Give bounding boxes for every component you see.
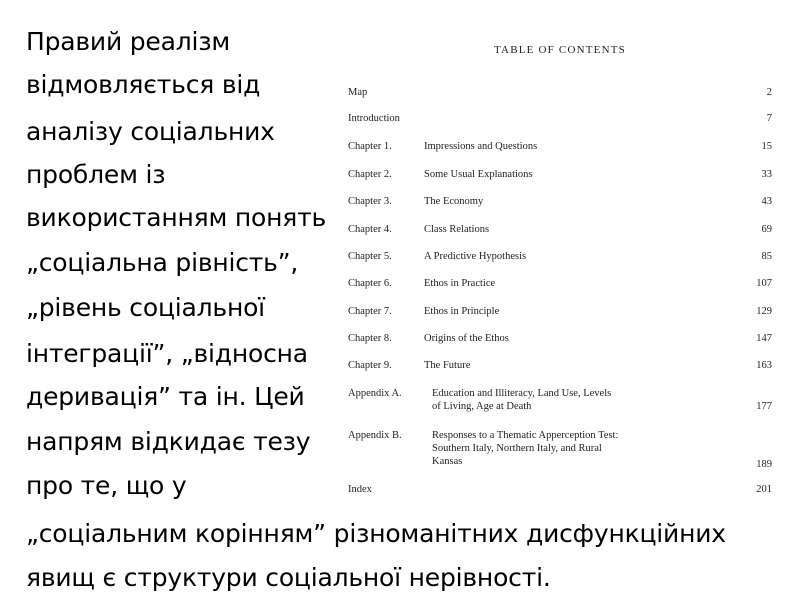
toc-entry-page: 69 xyxy=(761,224,772,235)
toc-entry-title: A Predictive Hypothesis xyxy=(424,251,527,262)
toc-entry-page: 129 xyxy=(756,306,772,317)
toc-entry-title: The Economy xyxy=(424,196,484,207)
toc-entry-title: Class Relations xyxy=(424,224,490,235)
toc-entry-page: 33 xyxy=(761,169,772,180)
toc-entry-label: Chapter 5. xyxy=(348,251,392,262)
toc-entry-label: Chapter 9. xyxy=(348,360,392,371)
toc-entry-label: Introduction xyxy=(348,113,400,124)
text-line: явищ є структури соціальної нерівності. xyxy=(26,563,551,592)
toc-entry-label: Chapter 2. xyxy=(348,169,392,180)
text-line: деривація” та ін. Цей xyxy=(26,382,305,411)
toc-entry-page: 7 xyxy=(766,113,772,124)
toc-entry-page: 2 xyxy=(766,87,772,98)
text-line: інтеграції”, „відносна xyxy=(26,339,308,368)
toc-entry-label: Chapter 8. xyxy=(348,333,392,344)
text-line: використанням понять xyxy=(26,203,326,232)
toc-entry-title: Origins of the Ethos xyxy=(424,333,509,344)
toc-entry-title: The Future xyxy=(424,360,471,371)
text-line: відмовляється від xyxy=(26,70,261,99)
toc-entry-label: Chapter 6. xyxy=(348,278,392,289)
toc-title: TABLE OF CONTENTS xyxy=(494,44,626,56)
toc-entry-label: Chapter 7. xyxy=(348,306,392,317)
toc-entry-title: of Living, Age at Death xyxy=(432,401,532,412)
toc-entry-title: Ethos in Practice xyxy=(424,278,496,289)
toc-entry-page: 189 xyxy=(756,459,772,470)
text-line: напрям відкидає тезу xyxy=(26,427,311,456)
toc-entry-page: 43 xyxy=(761,196,772,207)
toc-entry-label: Index xyxy=(348,484,372,495)
toc-entry-page: 177 xyxy=(756,401,772,412)
toc-entry-page: 147 xyxy=(756,333,772,344)
text-line: „рівень соціальної xyxy=(26,293,265,322)
toc-entry-label: Appendix A. xyxy=(348,388,402,399)
toc-entry-appendix-b xyxy=(348,429,772,468)
toc-entry-title: Education and Illiteracy, Land Use, Levels xyxy=(432,388,612,399)
text-line: „соціальна рівність”, xyxy=(26,248,299,277)
toc-entry-title: Some Usual Explanations xyxy=(424,169,533,180)
toc-entry-title: Kansas xyxy=(432,456,463,467)
toc-entry-title: Southern Italy, Northern Italy, and Rural xyxy=(432,443,602,454)
toc-entry-page: 107 xyxy=(756,278,772,289)
text-line: про те, що у xyxy=(26,471,187,500)
text-line: Правий реалізм xyxy=(26,27,231,56)
toc-entry-title: Responses to a Thematic Apperception Test: xyxy=(432,430,619,441)
toc-entry-label: Appendix B. xyxy=(348,430,402,441)
toc-entry-page: 163 xyxy=(756,360,772,371)
toc-entry-appendix-a xyxy=(348,387,772,413)
text-line: проблем із xyxy=(26,160,166,189)
toc-entry-page: 201 xyxy=(756,484,772,495)
toc-entry-title: Ethos in Principle xyxy=(424,306,500,317)
toc-entry-label: Chapter 3. xyxy=(348,196,392,207)
toc-entry-label: Map xyxy=(348,87,368,98)
text-line: „соціальним корінням” різноманітних дисфункційних xyxy=(26,519,726,548)
text-line: аналізу соціальних xyxy=(26,117,275,146)
toc-entry-title: Impressions and Questions xyxy=(424,141,538,152)
toc-entry-page: 85 xyxy=(761,251,772,262)
toc-entry-page: 15 xyxy=(761,141,772,152)
toc-entry-label: Chapter 1. xyxy=(348,141,392,152)
table-of-contents xyxy=(348,40,772,500)
toc-entry-label: Chapter 4. xyxy=(348,224,392,235)
